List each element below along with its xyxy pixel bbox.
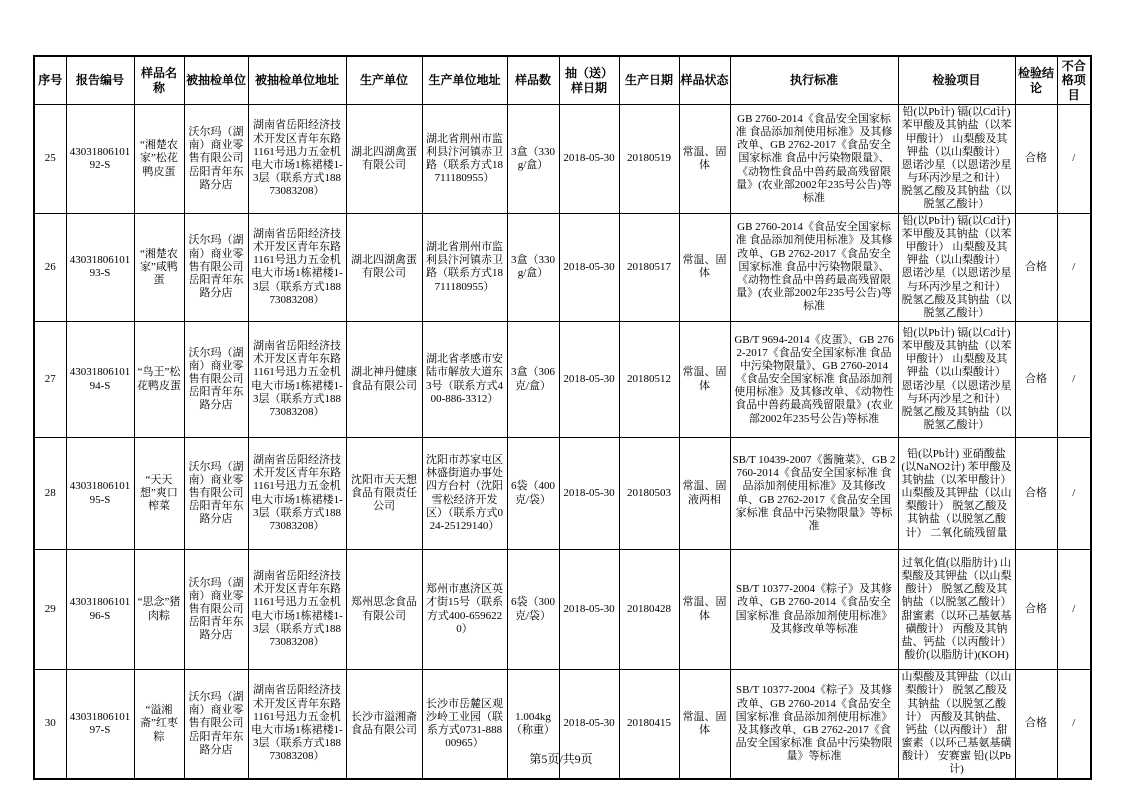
cell-result: 合格	[1015, 550, 1057, 670]
cell-result: 合格	[1015, 670, 1057, 779]
cell-no: 29	[34, 550, 66, 670]
cell-sample-qty: 1.004kg（称重）	[507, 670, 559, 779]
cell-no: 26	[34, 213, 66, 322]
cell-report-no: 4303180610195-S	[66, 438, 134, 550]
cell-standard: SB/T 10439-2007《酱腌菜》、GB 2760-2014《食品安全国家标准 食品添加剂使用标准》及其修改单、GB 2762-2017《食品安全国家标准 食品中污染物限量》等标准	[730, 438, 898, 550]
col-header-producer-address: 生产单位地址	[422, 56, 507, 105]
cell-sample-qty: 6袋（400克/袋）	[507, 438, 559, 550]
cell-producer-address: 湖北省孝感市安陆市解放大道东3号（联系方式400-886-3312）	[422, 322, 507, 438]
cell-inspected-unit: 沃尔玛（湖南）商业零售有限公司岳阳青年东路分店	[184, 105, 248, 214]
cell-inspected-unit-address: 湖南省岳阳经济技术开发区青年东路1161号迅力五金机电大市场1栋裙楼1-3层（联系方式18873083208）	[248, 105, 346, 214]
cell-defect-items: /	[1057, 105, 1091, 214]
cell-sample-name: “湘楚农家”咸鸭蛋	[134, 213, 184, 322]
cell-defect-items: /	[1057, 438, 1091, 550]
table-row	[34, 213, 1091, 322]
table-row	[34, 438, 1091, 550]
cell-producer-address: 郑州市惠济区英才街15号（联系方式400-6596220）	[422, 550, 507, 670]
cell-production-date: 20180519	[619, 105, 679, 214]
cell-inspected-unit-address: 湖南省岳阳经济技术开发区青年东路1161号迅力五金机电大市场1栋裙楼1-3层（联系方式18873083208）	[248, 213, 346, 322]
cell-producer: 湖北神丹健康食品有限公司	[346, 322, 422, 438]
cell-inspected-unit-address: 湖南省岳阳经济技术开发区青年东路1161号迅力五金机电大市场1栋裙楼1-3层（联系方式18873083208）	[248, 322, 346, 438]
cell-defect-items: /	[1057, 670, 1091, 779]
cell-result: 合格	[1015, 105, 1057, 214]
cell-sample-state: 常温、固体	[679, 670, 730, 779]
cell-test-items: 铅(以Pb计) 镉(以Cd计) 苯甲酸及其钠盐（以苯甲酸计） 山梨酸及其钾盐（以山梨酸计） 恩诺沙星（以恩诺沙星与环丙沙星之和计） 脱氢乙酸及其钠盐（以脱氢乙酸计）	[898, 213, 1015, 322]
cell-defect-items: /	[1057, 213, 1091, 322]
col-header-standard: 执行标准	[730, 56, 898, 105]
cell-sample-state: 常温、固液两相	[679, 438, 730, 550]
cell-sample-state: 常温、固体	[679, 105, 730, 214]
cell-report-no: 4303180610194-S	[66, 322, 134, 438]
cell-report-no: 4303180610197-S	[66, 670, 134, 779]
cell-test-items: 铅(以Pb计) 亚硝酸盐(以NaNO2计) 苯甲酸及其钠盐（以苯甲酸计） 山梨酸及其钾盐（以山梨酸计） 脱氢乙酸及其钠盐（以脱氢乙酸计） 二氧化硫残留量	[898, 438, 1015, 550]
cell-producer: 郑州思念食品有限公司	[346, 550, 422, 670]
cell-result: 合格	[1015, 213, 1057, 322]
cell-inspected-unit-address: 湖南省岳阳经济技术开发区青年东路1161号迅力五金机电大市场1栋裙楼1-3层（联系方式18873083208）	[248, 550, 346, 670]
cell-production-date: 20180503	[619, 438, 679, 550]
col-header-inspected-unit: 被抽检单位	[184, 56, 248, 105]
cell-sample-state: 常温、固体	[679, 213, 730, 322]
cell-producer: 湖北四湖禽蛋有限公司	[346, 213, 422, 322]
cell-standard: GB/T 9694-2014《皮蛋》、GB 2762-2017《食品安全国家标准 食品中污染物限量》、GB 2760-2014《食品安全国家标准 食品添加剂使用标准》及其修改单、《动物性食品中兽药最高残留限量》(农业部2002年235号公告)等标准	[730, 322, 898, 438]
col-header-sample-name: 样品名称	[134, 56, 184, 105]
cell-report-no: 4303180610196-S	[66, 550, 134, 670]
cell-test-items: 山梨酸及其钾盐（以山梨酸计） 脱氢乙酸及其钠盐（以脱氢乙酸计） 丙酸及其钠盐、钙盐（以丙酸计） 甜蜜素（以环己基氨基磺酸计） 安赛蜜 铅(以Pb计)	[898, 670, 1015, 779]
cell-sample-name: “鸟王”松花鸭皮蛋	[134, 322, 184, 438]
col-header-sample-state: 样品状态	[679, 56, 730, 105]
cell-producer-address: 长沙市岳麓区观沙岭工业园（联系方式0731-88800965）	[422, 670, 507, 779]
cell-sample-qty: 6袋（300克/袋）	[507, 550, 559, 670]
cell-sample-state: 常温、固体	[679, 550, 730, 670]
col-header-report-no: 报告编号	[66, 56, 134, 105]
cell-no: 28	[34, 438, 66, 550]
cell-defect-items: /	[1057, 322, 1091, 438]
cell-result: 合格	[1015, 322, 1057, 438]
col-header-result: 检验结论	[1015, 56, 1057, 105]
cell-report-no: 4303180610193-S	[66, 213, 134, 322]
cell-standard: GB 2760-2014《食品安全国家标准 食品添加剂使用标准》及其修改单、GB 2762-2017《食品安全国家标准 食品中污染物限量》、《动物性食品中兽药最高残留限量》(农业部2002年235号公告)等标准	[730, 105, 898, 214]
cell-sampling-date: 2018-05-30	[559, 213, 619, 322]
table-row	[34, 550, 1091, 670]
col-header-test-items: 检验项目	[898, 56, 1015, 105]
cell-sampling-date: 2018-05-30	[559, 550, 619, 670]
cell-producer: 沈阳市天天想食品有限责任公司	[346, 438, 422, 550]
cell-inspected-unit: 沃尔玛（湖南）商业零售有限公司岳阳青年东路分店	[184, 322, 248, 438]
header-row	[34, 56, 1091, 105]
cell-inspected-unit: 沃尔玛（湖南）商业零售有限公司岳阳青年东路分店	[184, 438, 248, 550]
cell-standard: GB 2760-2014《食品安全国家标准 食品添加剂使用标准》及其修改单、GB 2762-2017《食品安全国家标准 食品中污染物限量》、《动物性食品中兽药最高残留限量》(农业部2002年235号公告)等标准	[730, 213, 898, 322]
cell-sample-qty: 3盒（330g/盒）	[507, 213, 559, 322]
table-row	[34, 105, 1091, 214]
cell-production-date: 20180415	[619, 670, 679, 779]
cell-sample-name: “天天想”爽口榨菜	[134, 438, 184, 550]
cell-inspected-unit-address: 湖南省岳阳经济技术开发区青年东路1161号迅力五金机电大市场1栋裙楼1-3层（联系方式18873083208）	[248, 670, 346, 779]
cell-sampling-date: 2018-05-30	[559, 438, 619, 550]
inspection-results-table	[33, 55, 1092, 780]
cell-sample-qty: 3盒（330g/盒）	[507, 105, 559, 214]
cell-inspected-unit-address: 湖南省岳阳经济技术开发区青年东路1161号迅力五金机电大市场1栋裙楼1-3层（联系方式18873083208）	[248, 438, 346, 550]
cell-sampling-date: 2018-05-30	[559, 670, 619, 779]
cell-producer-address: 湖北省荆州市监利县汴河镇赤卫路（联系方式18711180955）	[422, 213, 507, 322]
cell-no: 27	[34, 322, 66, 438]
col-header-no: 序号	[34, 56, 66, 105]
col-header-inspected-unit-address: 被抽检单位地址	[248, 56, 346, 105]
col-header-sampling-date: 抽（送）样日期	[559, 56, 619, 105]
col-header-production-date: 生产日期	[619, 56, 679, 105]
cell-defect-items: /	[1057, 550, 1091, 670]
cell-producer: 长沙市溢湘斋食品有限公司	[346, 670, 422, 779]
cell-production-date: 20180512	[619, 322, 679, 438]
col-header-defect-items: 不合格项目	[1057, 56, 1091, 105]
cell-inspected-unit: 沃尔玛（湖南）商业零售有限公司岳阳青年东路分店	[184, 670, 248, 779]
cell-producer: 湖北四湖禽蛋有限公司	[346, 105, 422, 214]
cell-sample-name: “思念”猪肉粽	[134, 550, 184, 670]
cell-producer-address: 湖北省荆州市监利县汴河镇赤卫路（联系方式18711180955）	[422, 105, 507, 214]
cell-no: 30	[34, 670, 66, 779]
cell-test-items: 过氧化值(以脂肪计) 山梨酸及其钾盐（以山梨酸计） 脱氢乙酸及其钠盐（以脱氢乙酸计） 甜蜜素（以环己基氨基磺酸计） 丙酸及其钠盐、钙盐（以丙酸计） 酸价(以脂肪计)(KOH)	[898, 550, 1015, 670]
cell-standard: SB/T 10377-2004《粽子》及其修改单、GB 2760-2014《食品安全国家标准 食品添加剂使用标准》及其修改单、GB 2762-2017《食品安全国家标准 食品中污染物限量》等标准	[730, 670, 898, 779]
cell-result: 合格	[1015, 438, 1057, 550]
table-row	[34, 322, 1091, 438]
cell-no: 25	[34, 105, 66, 214]
cell-inspected-unit: 沃尔玛（湖南）商业零售有限公司岳阳青年东路分店	[184, 213, 248, 322]
cell-sampling-date: 2018-05-30	[559, 105, 619, 214]
cell-sampling-date: 2018-05-30	[559, 322, 619, 438]
col-header-sample-qty: 样品数	[507, 56, 559, 105]
cell-producer-address: 沈阳市苏家屯区林盛街道办事处四方台村（沈阳雪松经济开发区）（联系方式024-25129140）	[422, 438, 507, 550]
cell-test-items: 铅(以Pb计) 镉(以Cd计) 苯甲酸及其钠盐（以苯甲酸计） 山梨酸及其钾盐（以山梨酸计） 恩诺沙星（以恩诺沙星与环丙沙星之和计） 脱氢乙酸及其钠盐（以脱氢乙酸计）	[898, 322, 1015, 438]
cell-production-date: 20180517	[619, 213, 679, 322]
cell-sample-qty: 3盒（306克/盒）	[507, 322, 559, 438]
col-header-producer: 生产单位	[346, 56, 422, 105]
cell-standard: SB/T 10377-2004《粽子》及其修改单、GB 2760-2014《食品安全国家标准 食品添加剂使用标准》及其修改单等标准	[730, 550, 898, 670]
cell-sample-state: 常温、固体	[679, 322, 730, 438]
cell-production-date: 20180428	[619, 550, 679, 670]
page-number-footer: 第5页/共9页	[529, 752, 593, 766]
cell-sample-name: “湘楚农家”松花鸭皮蛋	[134, 105, 184, 214]
cell-test-items: 铅(以Pb计) 镉(以Cd计) 苯甲酸及其钠盐（以苯甲酸计） 山梨酸及其钾盐（以山梨酸计） 恩诺沙星（以恩诺沙星与环丙沙星之和计） 脱氢乙酸及其钠盐（以脱氢乙酸计）	[898, 105, 1015, 214]
cell-report-no: 4303180610192-S	[66, 105, 134, 214]
cell-inspected-unit: 沃尔玛（湖南）商业零售有限公司岳阳青年东路分店	[184, 550, 248, 670]
cell-sample-name: “溢湘斋”红枣粽	[134, 670, 184, 779]
